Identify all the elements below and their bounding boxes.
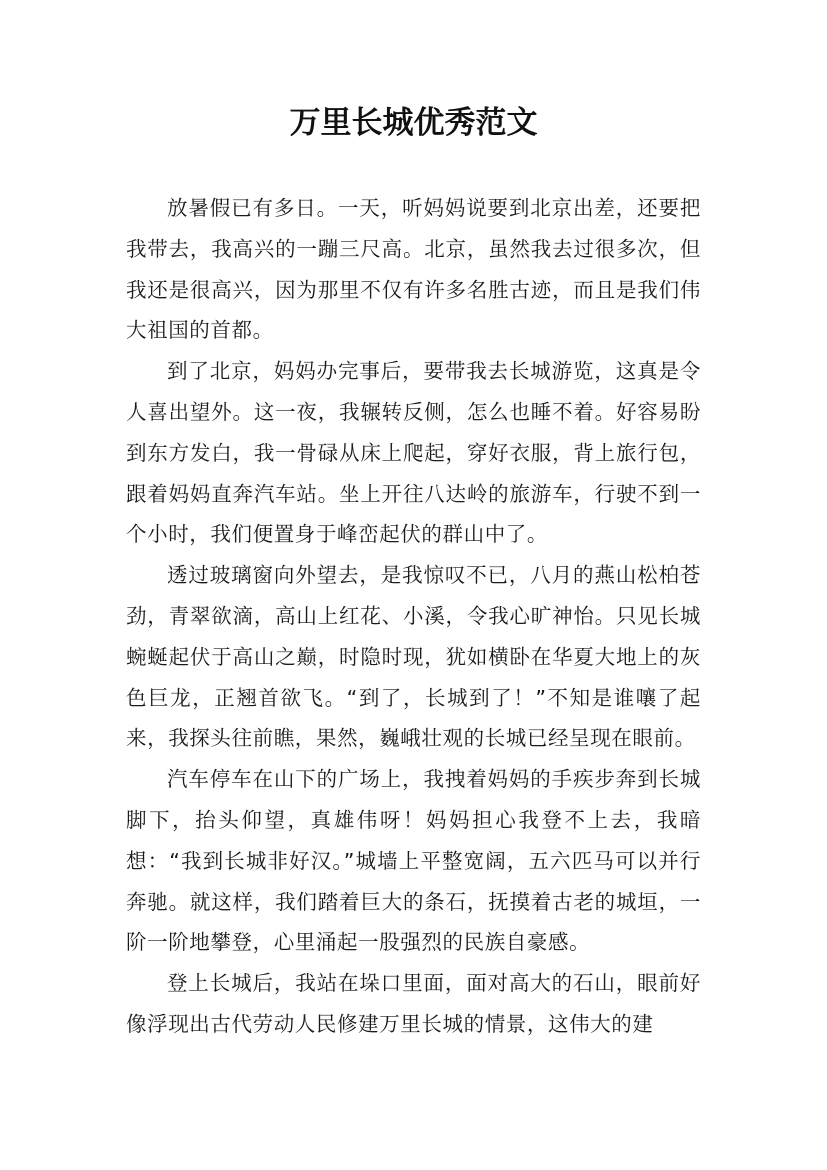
paragraph: 放暑假已有多日。一天，听妈妈说要到北京出差，还要把我带去，我高兴的一蹦三尺高。北京，虽然我去过很多次，但我还是很高兴，因为那里不仅有许多名胜古迹，而且是我们伟大祖国的首都。 bbox=[126, 196, 701, 343]
paragraph: 登上长城后，我站在垛口里面，面对高大的石山，眼前好像浮现出古代劳动人民修建万里长城的情景，这伟大的建 bbox=[126, 971, 701, 1036]
document-body bbox=[126, 188, 701, 1045]
paragraph: 透过玻璃窗向外望去，是我惊叹不已，八月的燕山松柏苍劲，青翠欲滴，高山上红花、小溪，令我心旷神怡。只见长城蜿蜒起伏于高山之巅，时隐时现，犹如横卧在华夏大地上的灰色巨龙，正翘首欲飞。“到了，长城到了！”不知是谁嚷了起来，我探头往前瞧，果然，巍峨壮观的长城已经呈现在眼前。 bbox=[126, 563, 701, 751]
paragraph: 到了北京，妈妈办完事后，要带我去长城游览，这真是令人喜出望外。这一夜，我辗转反侧，怎么也睡不着。好容易盼到东方发白，我一骨碌从床上爬起，穿好衣服，背上旅行包，跟着妈妈直奔汽车站。坐上开往八达岭的旅游车，行驶不到一个小时，我们便置身于峰峦起伏的群山中了。 bbox=[126, 359, 701, 547]
paragraph: 汽车停车在山下的广场上，我拽着妈妈的手疾步奔到长城脚下，抬头仰望，真雄伟呀！妈妈担心我登不上去，我暗想：“我到长城非好汉。”城墙上平整宽阔，五六匹马可以并行奔驰。就这样，我们踏着巨大的条石，抚摸着古老的城垣，一阶一阶地攀登，心里涌起一股强烈的民族自豪感。 bbox=[126, 767, 701, 955]
document-title: 万里长城优秀范文 bbox=[289, 105, 538, 141]
